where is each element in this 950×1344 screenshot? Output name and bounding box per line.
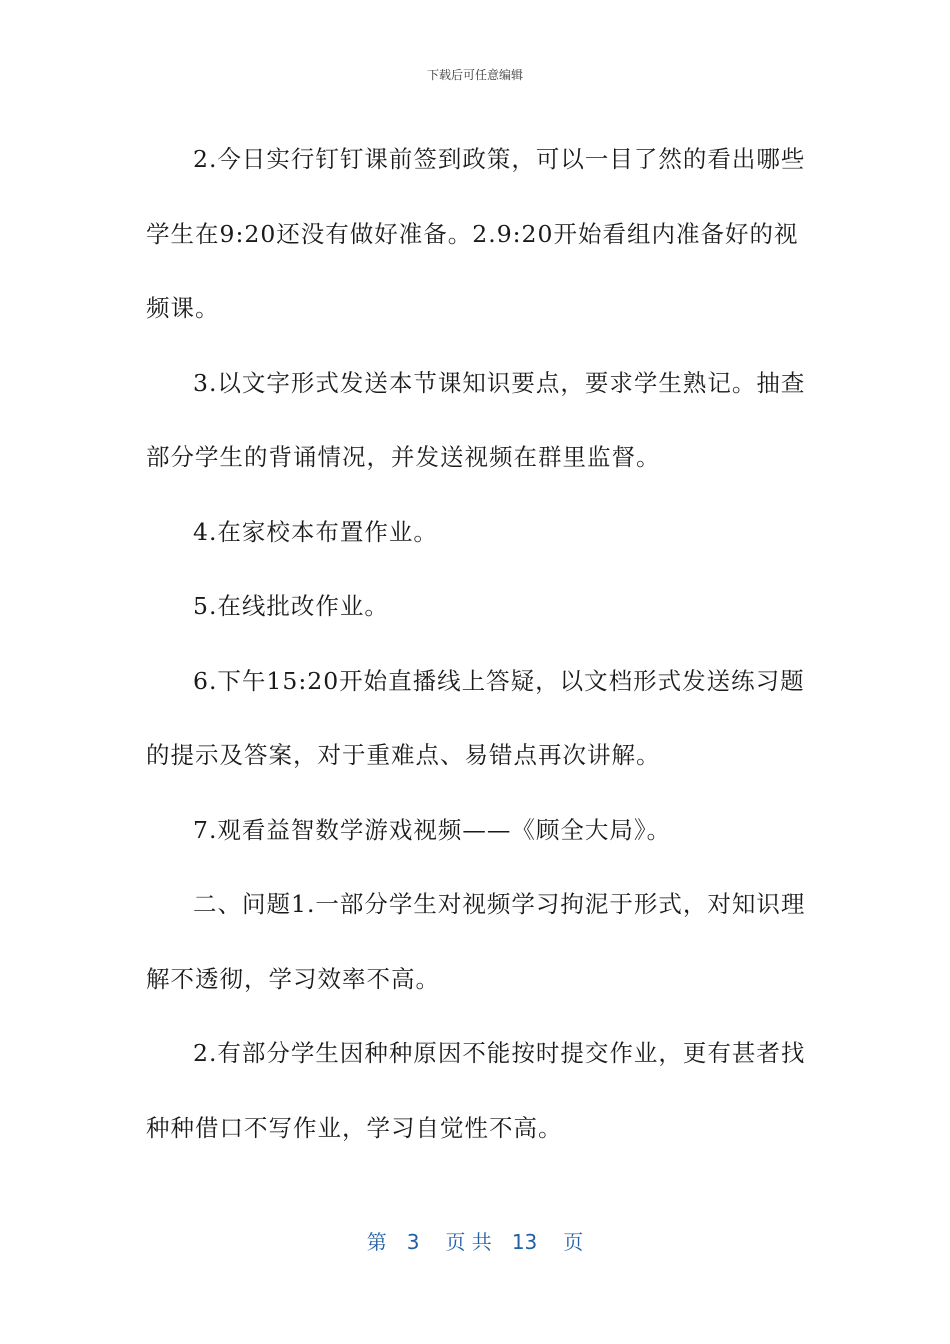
paragraph: 二、问题1.一部分学生对视频学习拘泥于形式，对知识理解不透彻，学习效率不高。 bbox=[146, 890, 806, 993]
paragraph: 4.在家校本布置作业。 bbox=[193, 517, 438, 546]
footer-prefix: 第 bbox=[366, 1230, 387, 1254]
paragraph: 3.以文字形式发送本节课知识要点，要求学生熟记。抽查部分学生的背诵情况，并发送视频在群里监督。 bbox=[146, 368, 806, 471]
document-body bbox=[146, 122, 811, 1165]
paragraph: 6.下午15:20开始直播线上答疑，以文档形式发送练习题的提示及答案，对于重难点、易错点再次讲解。 bbox=[146, 666, 805, 769]
current-page-number: 3 bbox=[406, 1230, 420, 1254]
footer-middle: 页 共 bbox=[445, 1230, 492, 1254]
paragraph: 7.观看益智数学游戏视频——《顾全大局》。 bbox=[193, 815, 672, 844]
page-footer bbox=[0, 1226, 950, 1255]
footer-suffix: 页 bbox=[563, 1230, 584, 1254]
paragraph: 2.今日实行钉钉课前签到政策，可以一目了然的看出哪些学生在9:20还没有做好准备。2.9:20开始看组内准备好的视频课。 bbox=[146, 145, 806, 322]
total-page-count: 13 bbox=[511, 1230, 538, 1254]
paragraph: 2.有部分学生因种种原因不能按时提交作业，更有甚者找种种借口不写作业，学习自觉性不高。 bbox=[146, 1039, 806, 1142]
page-header: 下载后可任意编辑 bbox=[426, 68, 523, 82]
paragraph: 5.在线批改作业。 bbox=[193, 592, 389, 620]
